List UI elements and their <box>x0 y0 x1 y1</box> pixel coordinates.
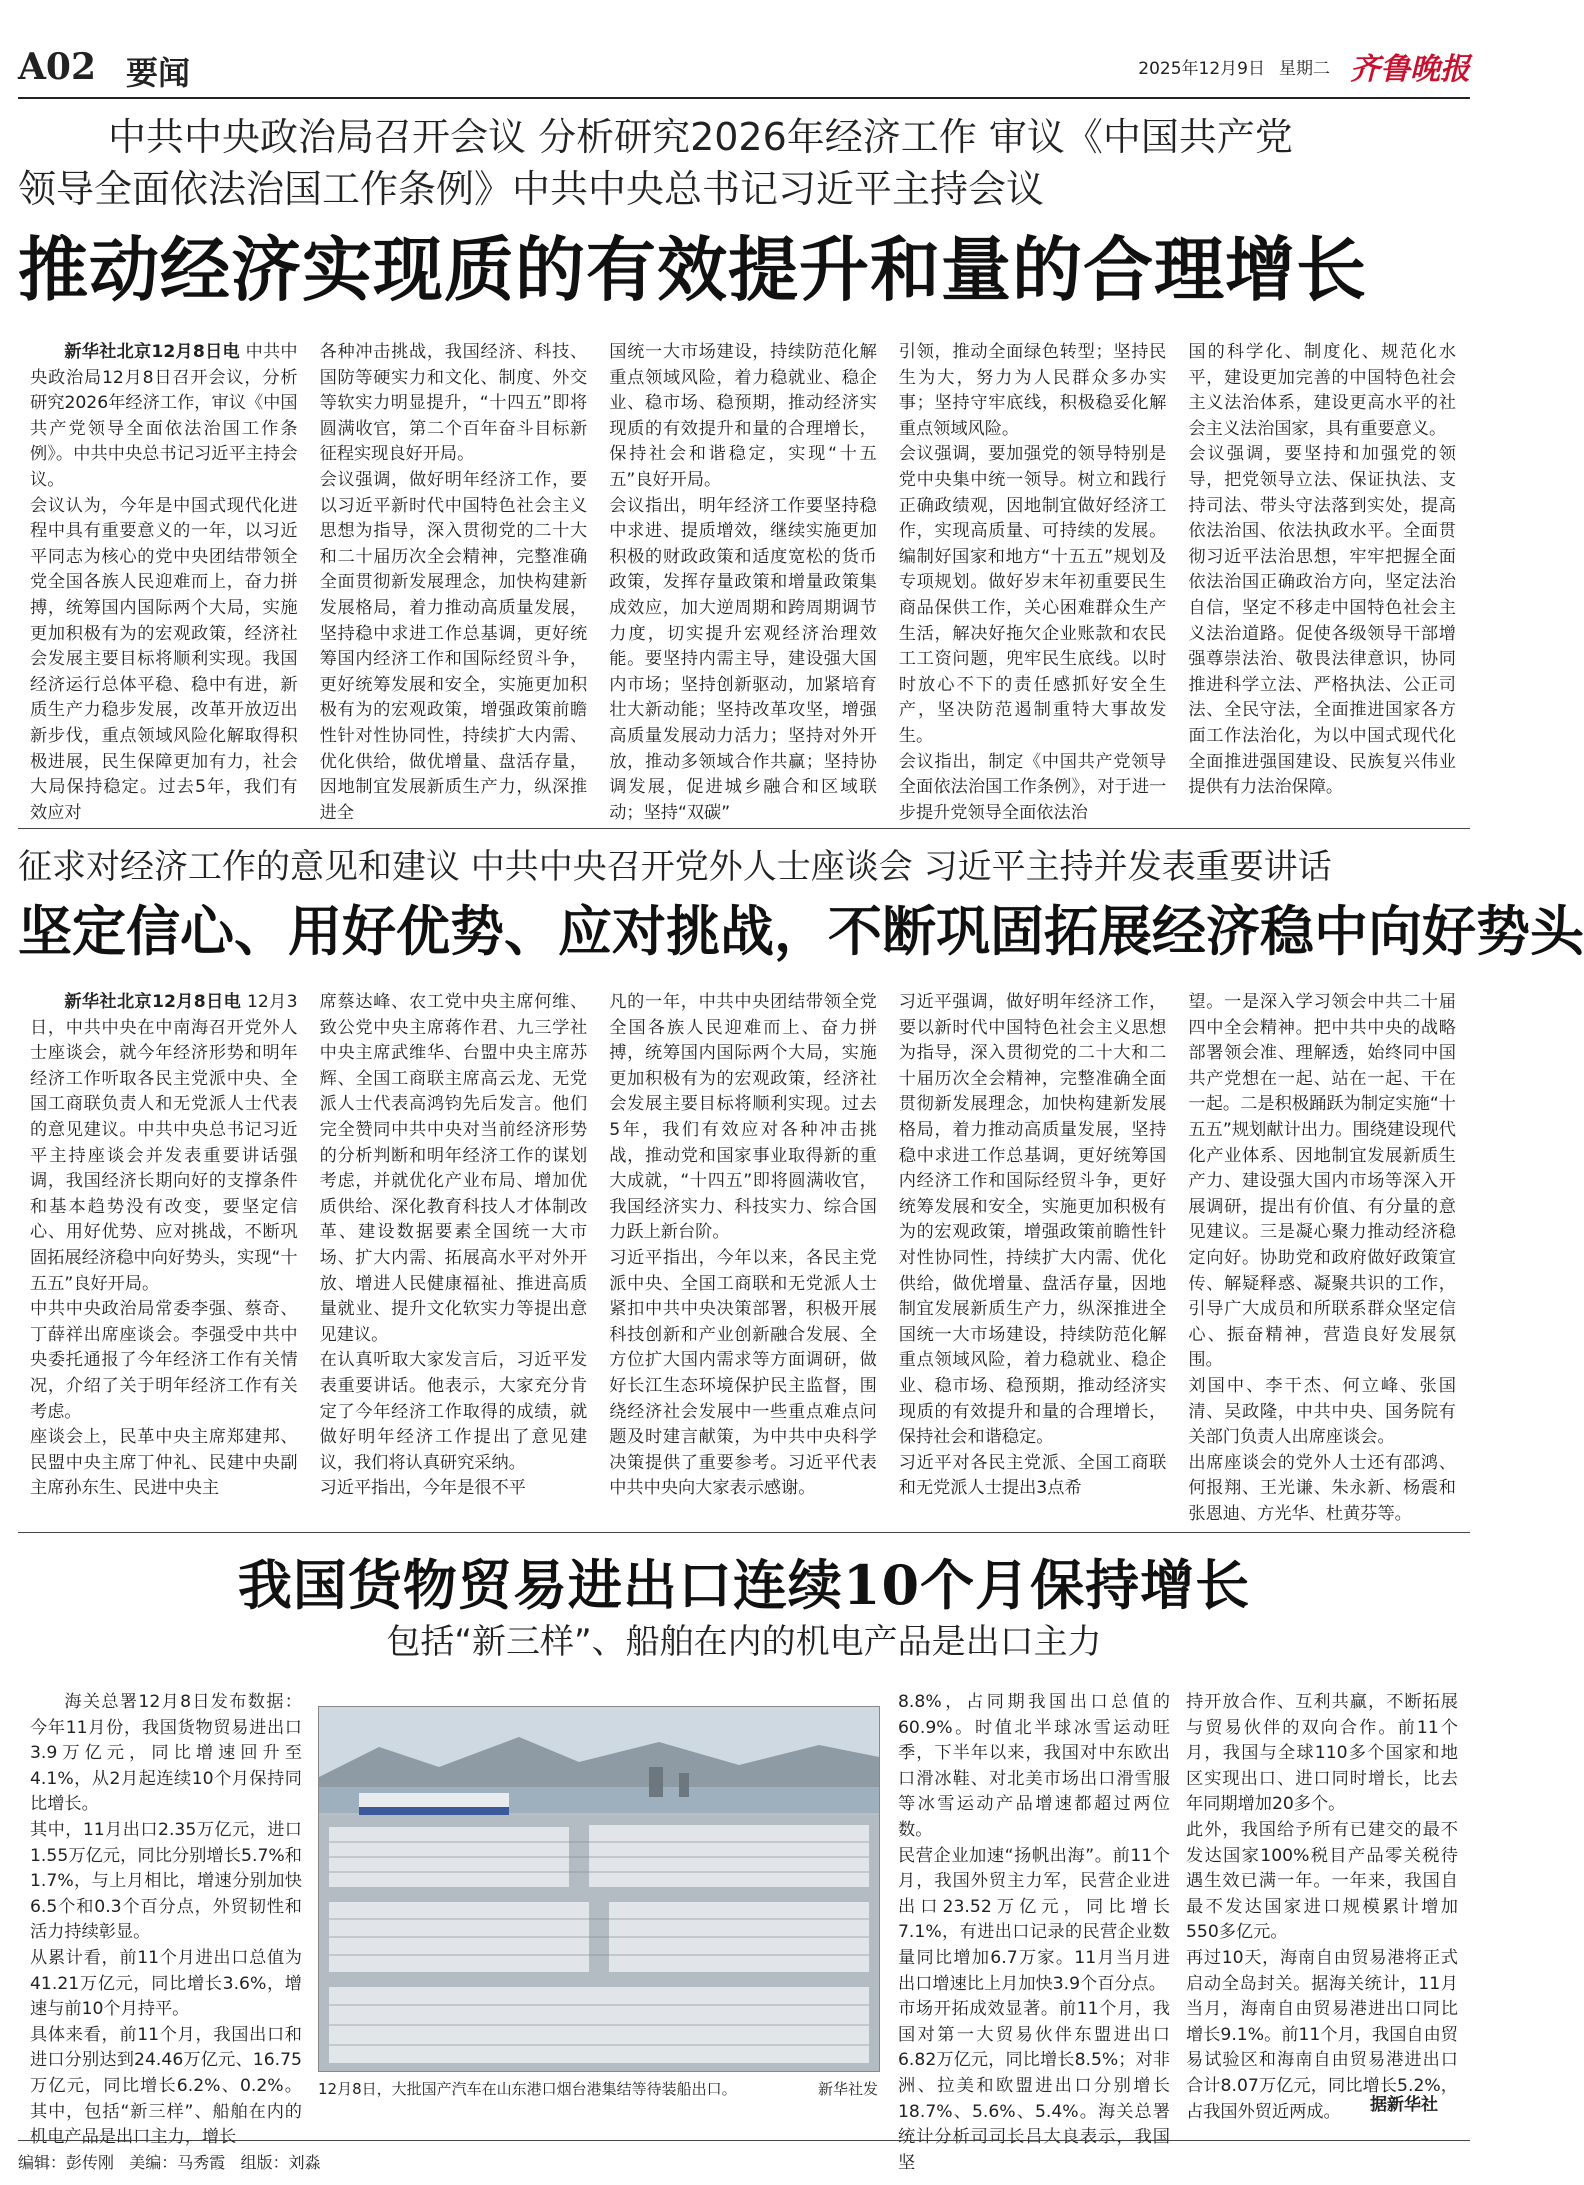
story3-source: 据新华社 <box>1370 2095 1438 2115</box>
photo-caption-row <box>318 2078 878 2099</box>
masthead <box>18 40 1470 94</box>
story3-headline: 我国货物贸易进出口连续10个月保持增长 <box>237 1553 1251 1617</box>
story2-column <box>30 990 298 1520</box>
story3-column-3: 8.8%，占同期我国出口总值的60.9%。时值北半球冰雪运动旺季，下半年以来，我国对中东欧出口滑冰鞋、对北美市场出口滑雪服等冰雪运动产品增速都超过两位数。 民营企业加速“扬帆出海”。前11个月，我国外贸主力军，民营企业进出口23.52万亿元，同比增长7.1%，有进出口记录的民营企业数量同比增加6.7万家。11月当月进出口增速比上月加快3.9个百分点。 市场开拓成效显著。前11个月，我国对第一大贸易伙伴东盟进出口6.82万亿元，同比增长8.5%；对非洲、拉美和欧盟进出口分别增长18.7%、5.6%、5.4%。海关总署统计分析司司长吕大良表示，我国坚 <box>898 1692 1170 2173</box>
photo-caption: 12月8日，大批国产汽车在山东港口烟台港集结等待装船出口。 <box>318 2080 737 2098</box>
footer-rule <box>18 2140 1470 2141</box>
newspaper-logo: 齐鲁晚报 <box>1350 52 1470 87</box>
export-cars-photo <box>318 1706 880 2072</box>
story3-column-1: 海关总署12月8日发布数据：今年11月份，我国货物贸易进出口3.9万亿元，同比增速回升至4.1%，从2月起连续10个月保持同比增长。 其中，11月出口2.35万亿元，进口1.55万亿元，同比分别增长5.7%和1.7%，与上月相比，增速分别加快6.5个和0.3个百分点，外贸韧性和活力持续彰显。 从累计看，前11个月进出口总值为41.21万亿元，同比增长3.6%，增速与前10个月持平。 具体来看，前11个月，我国出口和进口分别达到24.46万亿元、16.75万亿元，同比增长6.2%、0.2%。其中，包括“新三样”、船舶在内的机电产品是出口主力，增长 <box>30 1692 302 2148</box>
story1-column <box>30 340 298 823</box>
story1-column <box>609 340 877 823</box>
footer-editor: 编辑：彭传刚 <box>18 2153 115 2172</box>
story3-column-4: 持开放合作、互利共赢，不断拓展与贸易伙伴的双向合作。前11个月，我国与全球110多个国家和地区实现出口、进口同时增长，比去年同期增加20多个。 此外，我国给予所有已建交的最不发达国家100%税目产品零关税待遇生效已满一年。一年来，我国自最不发达国家进口规模累计增加550多亿元。 再过10天，海南自由贸易港将正式启动全岛封关。据海关统计，11月当月，海南自由贸易港进出口同比增长9.1%。前11个月，我国自由贸易试验区和海南自由贸易港进出口合计8.07万亿元，同比增长5.2%，占我国外贸近两成。 <box>1186 1692 1458 2122</box>
story1-column <box>898 340 1167 823</box>
story1-column <box>1188 340 1456 800</box>
story1-column-text: 国统一大市场建设，持续防范化解重点领域风险，着力稳就业、稳企业、稳市场、稳预期，推动经济实现质的有效提升和量的合理增长，保持社会和谐稳定，实现“十五五”良好开局。 会议指出，明年经济工作要坚持稳中求进、提质增效，继续实施更加积极的财政政策和适度宽松的货币政策，发挥存量政策和增量政策集成效应，加大逆周期和跨周期调节力度，切实提升宏观经济治理效能。要坚持内需主导，建设强大国内市场；坚持创新驱动，加紧培育壮大新动能；坚持改革攻坚，增强高质量发展动力活力；坚持对外开放，推动多领域合作共赢；坚持协调发展，促进城乡融合和区域联动；坚持“双碳” <box>609 342 877 823</box>
story2-body <box>30 990 1456 1524</box>
story2-column-text: 习近平强调，做好明年经济工作，要以新时代中国特色社会主义思想为指导，深入贯彻党的二十大和二十届历次全会精神，完整准确全面贯彻新发展理念，加快构建新发展格局，着力推动高质量发展，坚持稳中求进工作总基调，更好统筹国内经济工作和国际经贸斗争，更好统筹发展和安全，实施更加积极有为的宏观政策，增强政策前瞻性针对性协同性，持续扩大内需、优化供给，做优增量、盘活存量，因地制宜发展新质生产力，纵深推进全国统一大市场建设，持续防范化解重点领域风险，着力稳就业、稳企业、稳市场、稳预期，推动经济实现质的有效提升和量的合理增长，保持社会和谐稳定。 习近平对各民主党派、全国工商联和无党派人士提出3点希 <box>898 992 1167 1499</box>
story1-kicker-line2: 领导全面依法治国工作条例》中共中央总书记习近平主持会议 <box>18 167 1045 211</box>
story2-column-text: 12月3日，中共中央在中南海召开党外人士座谈会，就今年经济形势和明年经济工作听取各民主党派中央、全国工商联负责人和无党派人士代表的意见建议。中共中央总书记习近平主持座谈会并发表重要讲话强调，我国经济长期向好的支撑条件和基本趋势没有改变，要坚定信心、用好优势、应对挑战，不断巩固拓展经济稳中向好势头，实现“十五五”良好开局。 中共中央政治局常委李强、蔡奇、丁薛祥出席座谈会。李强受中共中央委托通报了今年经济工作有关情况，介绍了关于明年经济工作有关考虑。 座谈会上，民革中央主席郑建邦、民盟中央主席丁仲礼、民建中央副主席孙东生、民进中央主 <box>30 992 298 1499</box>
masthead-rule <box>18 97 1470 99</box>
story1-rule <box>18 828 1470 829</box>
issue-weekday: 星期二 <box>1279 59 1330 79</box>
story2-headline: 坚定信心、用好优势、应对挑战，不断巩固拓展经济稳中向好势头 <box>18 899 1584 963</box>
footer-credits <box>18 2150 321 2173</box>
story1-kicker-line1: 中共中央政治局召开会议 分析研究2026年经济工作 审议《中国共产党 <box>108 115 1293 159</box>
story2-kicker: 征求对经济工作的意见和建议 中共中央召开党外人士座谈会 习近平主持并发表重要讲话 <box>18 847 1332 887</box>
story2-column <box>1188 990 1456 1524</box>
footer-layout-editor: 组版：刘淼 <box>240 2153 321 2172</box>
story1-body <box>30 340 1456 823</box>
story2-column-text: 席蔡达峰、农工党中央主席何维、致公党中央主席蒋作君、九三学社中央主席武维华、台盟中央主席苏辉、全国工商联主席高云龙、无党派人士代表高鸿钧先后发言。他们完全赞同中共中央对当前经济形势的分析判断和明年经济工作的谋划考虑，并就优化产业布局、增加优质供给、深化教育科技人才体制改革、建设数据要素全国统一大市场、扩大内需、拓展高水平对外开放、增进人民健康福祉、推进高质量就业、提升文化软实力等提出意见建议。 在认真听取大家发言后，习近平发表重要讲话。他表示，大家充分肯定了今年经济工作取得的成绩，就做好明年经济工作提出了意见建议，我们将认真研究采纳。 习近平指出，今年是很不平 <box>319 992 588 1499</box>
story1-headline: 推动经济实现质的有效提升和量的合理增长 <box>18 228 1367 311</box>
story2-column <box>320 990 588 1520</box>
story3-subheadline: 包括“新三样”、船舶在内的机电产品是出口主力 <box>386 1622 1102 1662</box>
story2-rule <box>18 1532 1470 1533</box>
photo-credit: 新华社发 <box>817 2080 878 2098</box>
story1-column <box>319 340 588 823</box>
story2-column <box>609 990 877 1520</box>
story1-dateline: 新华社北京12月8日电 <box>64 342 240 362</box>
story2-column <box>899 990 1167 1520</box>
story1-column-text: 中共中央政治局12月8日召开会议，分析研究2026年经济工作，审议《中国共产党领导全面依法治国工作条例》。中共中央总书记习近平主持会议。 会议认为，今年是中国式现代化进程中具有重要意义的一年，以习近平同志为核心的党中央团结带领全党全国各族人民迎难而上，奋力拼搏，统筹国内国际两个大局，实施更加积极有为的宏观政策，经济社会发展主要目标将顺利实现。我国经济运行总体平稳、稳中有进，新质生产力稳步发展，改革开放迈出新步伐，重点领域风险化解取得积极进展，民生保障更加有力，社会大局保持稳定。过去5年，我们有效应对 <box>30 342 298 823</box>
port-scene-illustration <box>319 1707 879 2071</box>
story1-column-text: 国的科学化、制度化、规范化水平，建设更加完善的中国特色社会主义法治体系，建设更高水平的社会主义法治国家，具有重要意义。 会议强调，要坚持和加强党的领导，把党领导立法、保证执法、支持司法、带头守法落到实处，提高依法治国、依法执政水平。全面贯彻习近平法治思想，牢牢把握全面依法治国正确政治方向，坚定法治自信，坚定不移走中国特色社会主义法治道路。促使各级领导干部增强尊崇法治、敬畏法律意识，协同推进科学立法、严格执法、公正司法、全民守法，全面推进国家各方面工作法治化，为以中国式现代化全面推进强国建设、民族复兴伟业提供有力法治保障。 <box>1188 342 1456 798</box>
page-number: A02 <box>18 46 97 88</box>
issue-date: 2025年12月9日 <box>1138 59 1265 79</box>
story2-dateline: 新华社北京12月8日电 <box>64 992 242 1012</box>
footer-art-editor: 美编：马秀霞 <box>129 2153 226 2172</box>
story2-column-text: 望。一是深入学习领会中共二十届四中全会精神。把中共中央的战略部署领会准、理解透，始终同中国共产党想在一起、站在一起、干在一起。二是积极踊跃为制定实施“十五五”规划献计出力。围绕建设现代化产业体系、因地制宜发展新质生产力、建设强大国内市场等深入开展调研，提出有价值、有分量的意见建议。三是凝心聚力推动经济稳定向好。协助党和政府做好政策宣传、解疑释惑、凝聚共识的工作，引导广大成员和所联系群众坚定信心、振奋精神，营造良好发展氛围。 刘国中、李干杰、何立峰、张国清、吴政隆，中共中央、国务院有关部门负责人出席座谈会。 出席座谈会的党外人士还有邵鸿、何报翔、王光谦、朱永新、杨震和张恩迪、方光华、杜黄芬等。 <box>1188 992 1456 1524</box>
story2-column-text: 凡的一年，中共中央团结带领全党全国各族人民迎难而上、奋力拼搏，统筹国内国际两个大局，实施更加积极有为的宏观政策，经济社会发展主要目标将顺利实现。过去5年，我们有效应对各种冲击挑战，推动党和国家事业取得新的重大成就，“十四五”即将圆满收官，我国经济实力、科技实力、综合国力跃上新台阶。 习近平指出，今年以来，各民主党派中央、全国工商联和无党派人士紧扣中共中央决策部署，积极开展科技创新和产业创新融合发展、全方位扩大国内需求等方面调研，做好长江生态环境保护民主监督，围绕经济社会发展中一些重点难点问题及时建言献策，为中共中央科学决策提供了重要参考。习近平代表中共中央向大家表示感谢。 <box>609 992 877 1499</box>
section-title: 要闻 <box>126 54 191 92</box>
story1-column-text: 各种冲击挑战，我国经济、科技、国防等硬实力和文化、制度、外交等软实力明显提升，“十四五”即将圆满收官，第二个百年奋斗目标新征程实现良好开局。 会议强调，做好明年经济工作，要以习近平新时代中国特色社会主义思想为指导，深入贯彻党的二十大和二十届历次全会精神，完整准确全面贯彻新发展理念，加快构建新发展格局，着力推动高质量发展，坚持稳中求进工作总基调，更好统筹国内经济工作和国际经贸斗争，更好统筹发展和安全，实施更加积极有为的宏观政策，增强政策前瞻性针对性协同性，持续扩大内需、优化供给，做优增量、盘活存量，因地制宜发展新质生产力，纵深推进全 <box>319 342 588 823</box>
story1-column-text: 引领，推动全面绿色转型；坚持民生为大，努力为人民群众多办实事；坚持守牢底线，积极稳妥化解重点领域风险。 会议强调，要加强党的领导特别是党中央集中统一领导。树立和践行正确政绩观，因地制宜做好经济工作，实现高质量、可持续的发展。编制好国家和地方“十五五”规划及专项规划。做好岁末年初重要民生商品保供工作，关心困难群众生产生活，解决好拖欠企业账款和农民工工资问题，兜牢民生底线。以时时放心不下的责任感抓好安全生产，坚决防范遏制重特大事故发生。 会议指出，制定《中国共产党领导全面依法治国工作条例》，对于进一步提升党领导全面依法治 <box>898 342 1167 823</box>
